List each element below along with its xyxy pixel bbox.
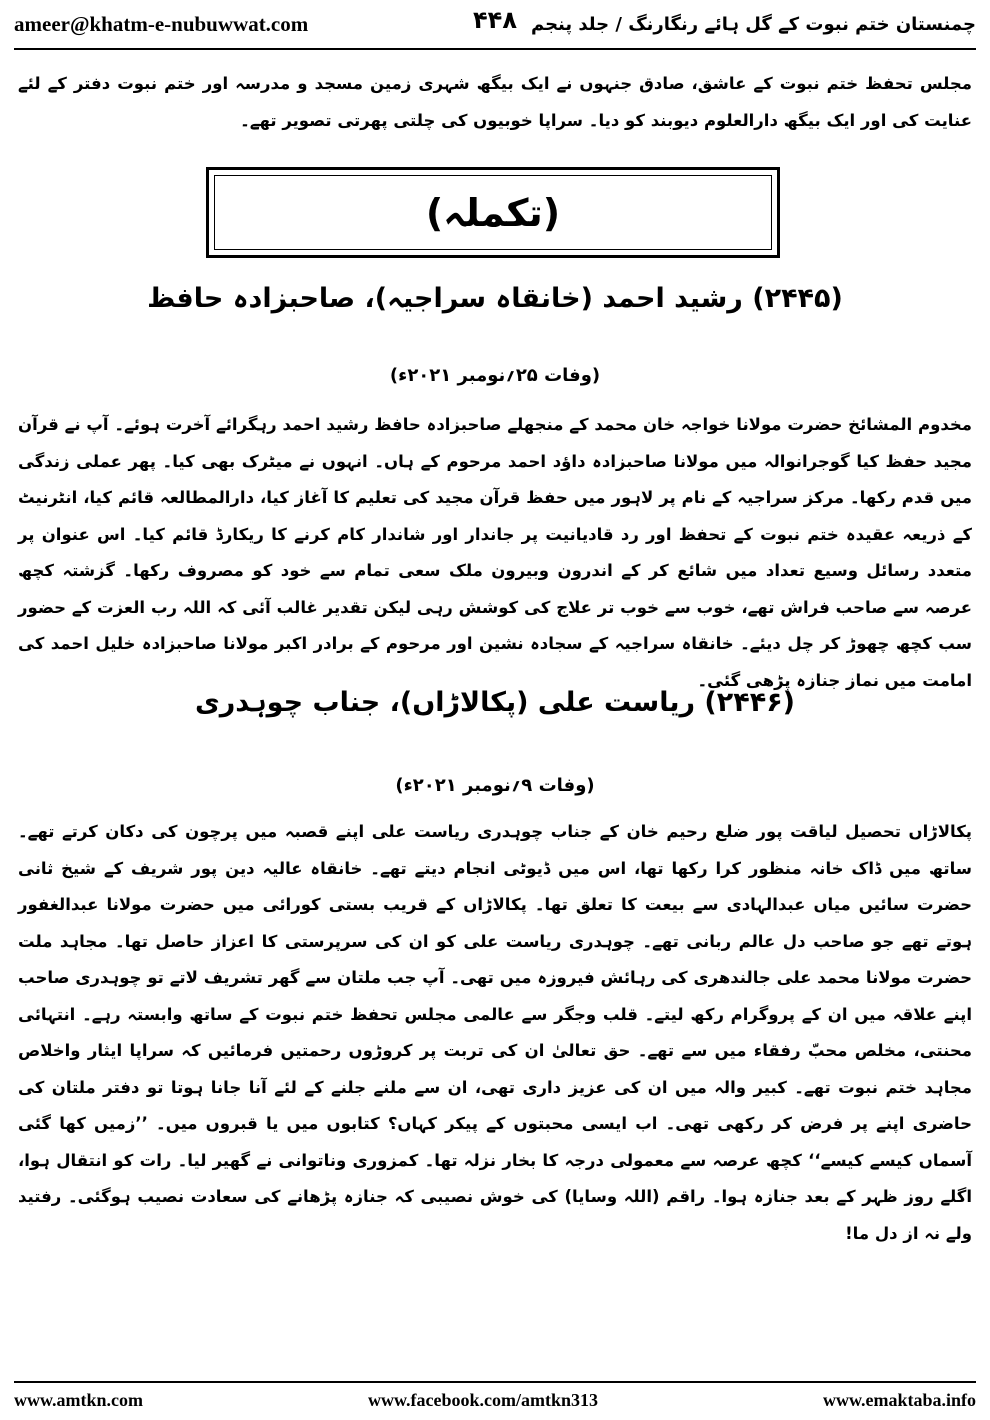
footer-link-emaktaba[interactable]: www.emaktaba.info	[822, 1389, 976, 1410]
entry-body-2446: پکالاڑاں تحصیل لیاقت پور ضلع رحیم خان کے جناب چوہدری ریاست علی اپنے قصبہ میں پرچون کی دکان کرتے تھے۔ ساتھ میں ڈاک خانہ منظور کرا رکھا تھا، اس میں ڈیوٹی انجام دیتے تھے۔ خانقاہ عالیہ دین پور شریف کے شیخ ثانی حضرت سائیں میاں عبدالہادی سے بیعت کا تعلق تھا۔ پکالاڑاں کے قریب بستی کورائی میں حضرت مولانا عبدالغفور ہوتے تھے جو صاحب دل عالم ربانی تھے۔ چوہدری ریاست علی کو ان کی سرپرستی کا اعزاز حاصل تھا۔ مجاہد ملت حضرت مولانا محمد علی جالندھری کی رہائش فیروزہ میں تھی۔ آپ جب ملتان سے گھر تشریف لاتے تو چوہدری صاحب اپنے علاقہ میں ان کے پروگرام رکھ لیتے۔ قلب وجگر سے عالمی مجلس تحفظ ختم نبوت کے ساتھ وابستہ رہے۔ انتہائی محنتی، مخلص محبّ رفقاء میں سے تھے۔ حق تعالیٰ ان کی تربت پر کروڑوں رحمتیں فرمائیں کہ سراپا ایثار واخلاص مجاہد ختم نبوت تھے۔ کبیر والہ میں ان کی عزیز داری تھی، ان سے ملنے جلنے کے لئے آنا جانا ہوتا تو دفتر ملتان کی حاضری اپنے پر فرض کر رکھی تھی۔ اب ایسی محبتوں کے پیکر کہاں؟ کتابوں میں یا قبروں میں۔ ’’زمیں کھا گئی آسماں کیسے کیسے‘‘ کچھ عرصہ سے معمولی درجہ کا بخار نزلہ تھا۔ کمزوری وناتوانی نے گھیر لیا۔ رات کو انتقال ہوا، اگلے روز ظہر کے بعد جنازہ ہوا۔ راقم (اللہ وسایا) کی خوش نصیبی کہ جنازہ پڑھانے کی سعادت نصیب ہوگئی۔ رفتید ولے نہ از دل ما!	[18, 822, 972, 1243]
header-email: ameer@khatm-e-nubuwwat.com	[14, 11, 309, 36]
entry-death-date-2445: (وفات ۲۵؍نومبر ۲۰۲۱ء)	[389, 365, 601, 386]
entry-death-date-2446: (وفات ۹؍نومبر ۲۰۲۱ء)	[395, 775, 595, 796]
entry-heading-2446: (۲۴۴۶) ریاست علی (پکالاڑاں)، جناب چوہدری	[194, 687, 796, 718]
page-number: ۴۴۸	[473, 6, 517, 34]
book-title: چمنستان ختم نبوت کے گل ہائے رنگارنگ / جلد پنجم	[530, 13, 976, 35]
section-title-box-inner	[214, 175, 772, 250]
entry-heading-2445: (۲۴۴۵) رشید احمد (خانقاہ سراجیہ)، صاحبزادہ حافظ	[147, 283, 843, 314]
footer-link-facebook[interactable]: www.facebook.com/amtkn313	[367, 1389, 598, 1410]
header-divider	[14, 48, 976, 50]
entry-body-2445: مخدوم المشائخ حضرت مولانا خواجہ خان محمد کے منجھلے صاحبزادہ حافظ رشید احمد رہگرائے آخرت ہوئے۔ آپ نے قرآن مجید حفظ کیا گوجرانوالہ میں مولانا صاحبزادہ داؤد احمد مرحوم کے ہاں۔ انہوں نے میٹرک بھی کیا۔ پھر عملی زندگی میں قدم رکھا۔ مرکز سراجیہ کے نام پر لاہور میں حفظ قرآن مجید کی تعلیم کا آغاز کیا، دارالمطالعہ قائم کیا، انٹرنیٹ کے ذریعہ عقیدہ ختم نبوت کے تحفظ اور رد قادیانیت پر جاندار اور شاندار کام کرنے کا ریکارڈ قائم کیا۔ اس عنوان پر متعدد رسائل وسیع تعداد میں شائع کر کے اندرون وبیرون ملک سعی تمام سے خود کو مصروف رکھا۔ گزشتہ کچھ عرصہ سے صاحب فراش تھے، خوب سے خوب تر علاج کی کوشش رہی لیکن تقدیر غالب آئی کہ اللہ رب العزت کے حضور سب کچھ چھوڑ کر چل دیئے۔ خانقاہ سراجیہ کے سجادہ نشین اور مرحوم کے برادر اکبر مولانا صاحبزادہ خلیل احمد کی امامت میں نماز جنازہ پڑھی گئی۔	[18, 415, 972, 690]
section-title: (تکملہ)	[425, 190, 561, 235]
intro-paragraph: مجلس تحفظ ختم نبوت کے عاشق، صادق جنہوں نے ایک بیگھ شہری زمین مسجد و مدرسہ اور ختم نبوت دفتر کے لئے عنایت کی اور ایک بیگھ دارالعلوم دیوبند کو دیا۔ سراپا خوبیوں کی چلتی پھرتی تصویر تھے۔	[18, 74, 972, 130]
page-footer	[14, 1385, 976, 1415]
section-title-box	[206, 167, 780, 258]
footer-link-amtkn[interactable]: www.amtkn.com	[14, 1389, 143, 1410]
page-header	[14, 4, 976, 44]
footer-divider	[14, 1381, 976, 1383]
